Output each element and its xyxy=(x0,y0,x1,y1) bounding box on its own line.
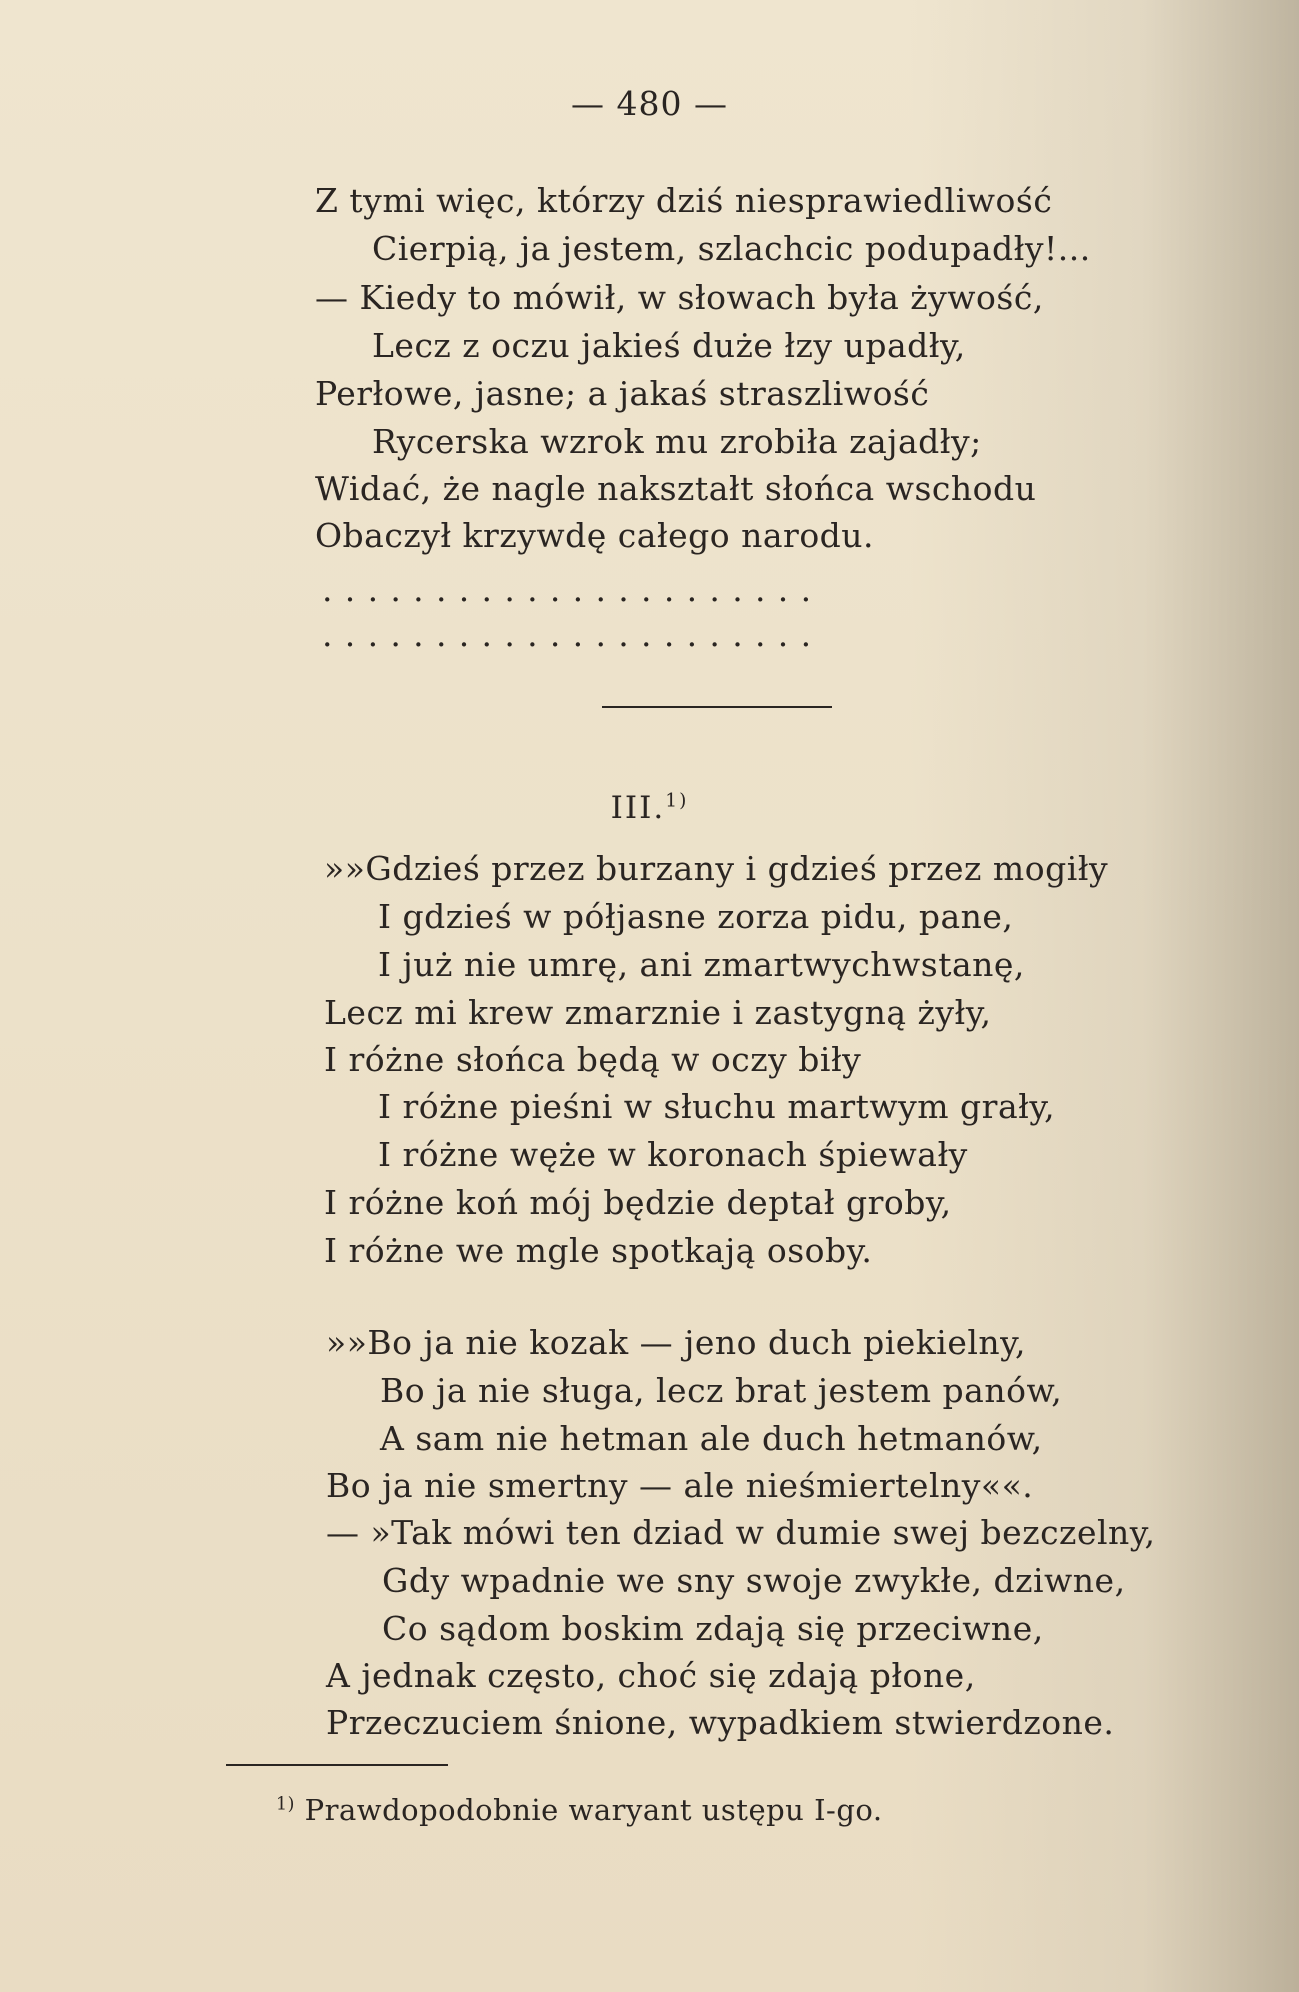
stanza-1-line-4: Lecz z oczu jakieś duże łzy upadły, xyxy=(372,326,966,365)
stanza-1-line-2: Cierpią, ja jestem, szlachcic podupadły!... xyxy=(372,229,1091,268)
footnote-mark: 1) xyxy=(276,1794,295,1815)
page-number: — 480 — xyxy=(571,84,728,123)
stanza-2-line-1: »»Gdzieś przez burzany i gdzieś przez mogiły xyxy=(324,849,1109,888)
stanza-3-line-5: — »Tak mówi ten dziad w dumie swej bezczelny, xyxy=(326,1513,1156,1552)
ellipsis-row-2: ...................... xyxy=(322,615,824,654)
stanza-3-line-2: Bo ja nie sługa, lecz brat jestem panów, xyxy=(380,1371,1063,1410)
stanza-3-line-1: »»Bo ja nie kozak — jeno duch piekielny, xyxy=(326,1323,1026,1362)
stanza-2-line-2: I gdzieś w półjasne zorza pidu, pane, xyxy=(378,897,1014,936)
stanza-3-line-4: Bo ja nie smertny — ale nieśmiertelny««. xyxy=(326,1466,1034,1505)
stanza-3-line-7: Co sądom boskim zdają się przeciwne, xyxy=(382,1609,1044,1648)
stanza-2-line-8: I różne koń mój będzie deptał groby, xyxy=(324,1183,952,1222)
footnote-divider xyxy=(226,1764,448,1766)
stanza-2-line-3: I już nie umrę, ani zmartwychwstanę, xyxy=(378,945,1025,984)
section-divider xyxy=(602,706,832,708)
footnote-text: Prawdopodobnie waryant ustępu I-go. xyxy=(304,1793,883,1827)
stanza-2-line-6: I różne pieśni w słuchu martwym grały, xyxy=(378,1087,1056,1126)
stanza-2-line-4: Lecz mi krew zmarznie i zastygną żyły, xyxy=(324,993,992,1032)
section-heading xyxy=(0,790,1299,826)
stanza-3-line-3: A sam nie hetman ale duch hetmanów, xyxy=(380,1419,1043,1458)
stanza-2-line-9: I różne we mgle spotkają osoby. xyxy=(324,1231,873,1270)
section-footnote-mark: 1) xyxy=(665,790,689,812)
ellipsis-row-1: ...................... xyxy=(322,570,824,609)
stanza-3-line-8: A jednak często, choć się zdają płone, xyxy=(326,1656,976,1695)
section-heading-text: III. xyxy=(610,790,666,826)
stanza-1-line-3: — Kiedy to mówił, w słowach była żywość, xyxy=(315,278,1044,317)
stanza-3-line-6: Gdy wpadnie we sny swoje zwykłe, dziwne, xyxy=(382,1561,1126,1600)
stanza-1-line-1: Z tymi więc, którzy dziś niesprawiedliwość xyxy=(315,181,1053,220)
stanza-3-line-9: Przeczuciem śnione, wypadkiem stwierdzone. xyxy=(326,1703,1115,1742)
footnote xyxy=(276,1793,883,1827)
stanza-2-line-5: I różne słońca będą w oczy biły xyxy=(324,1040,862,1079)
stanza-2-line-7: I różne węże w koronach śpiewały xyxy=(378,1135,968,1174)
stanza-1-line-8: Obaczył krzywdę całego narodu. xyxy=(315,516,875,555)
stanza-1-line-7: Widać, że nagle nakształt słońca wschodu xyxy=(315,469,1037,508)
stanza-1-line-6: Rycerska wzrok mu zrobiła zajadły; xyxy=(372,422,982,461)
stanza-1-line-5: Perłowe, jasne; a jakaś straszliwość xyxy=(315,374,930,413)
